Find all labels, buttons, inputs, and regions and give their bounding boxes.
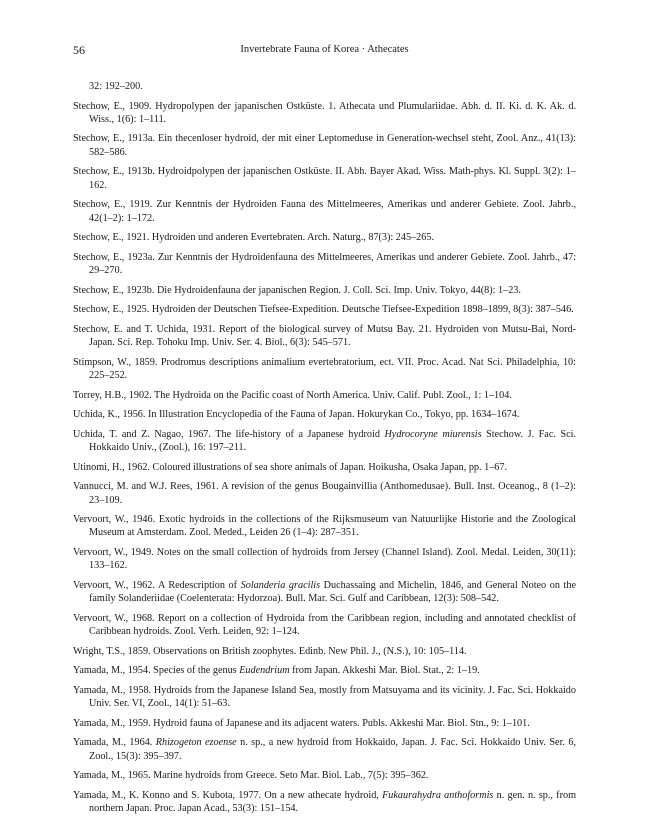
reference-entry: Yamada, M., 1958. Hydroids from the Japanese Island Sea, mostly from Matsuyama and its vicinity. J. Fac. Sci. Hokkaido Univ. Ser. VI, Zool., 14(1): 51–63. [73, 684, 576, 710]
reference-entry [73, 579, 576, 606]
reference-text: n. gen. n. sp., from northern Japan. Proc. Japan Acad., 53(3): 151–154. [89, 789, 576, 815]
reference-entry: Vannucci, M. and W.J. Rees, 1961. A revision of the genus Bougainvillia (Anthomedusae). Bull. Inst. Oceanog., 8 (1–2): 23–109. [73, 481, 576, 506]
reference-text: Yamada, M., 1954. Species of the genus [73, 665, 240, 677]
reference-entry: Utinomi, H., 1962. Coloured illustrations of sea shore animals of Japan. Hoikusha, Osaka Japan, pp. 1–67. [73, 461, 508, 473]
species-name: Solanderia gracilis [240, 579, 321, 591]
species-name: Rhizogeton ezoense [155, 737, 237, 749]
reference-entry: Yamada, M., 1965. Marine hydroids from Greece. Seto Mar. Biol. Lab., 7(5): 395–362. [73, 770, 429, 782]
reference-entry: Vervoort, W., 1946. Exotic hydroids in the collections of the Rijksmuseum van Natuurlijke Historie and the Zoological Museum at Amsterdam. Zool. Meded., Leiden 26 (1–4): 287–351. [73, 514, 576, 539]
reference-text: Uchida, T. and Z. Nagao, 1967. The life-history of a Japanese hydroid [73, 428, 385, 440]
reference-entry: Vervoort, W., 1968. Report on a collection of Hydroida from the Caribbean region, including and annotated checklist of Caribbean hydroids. Zool. Verh. Leiden, 92: 1–124. [73, 612, 576, 638]
reference-entry [73, 664, 576, 677]
reference-entry: Stechow, E., 1921. Hydroiden und anderen Evertebraten. Arch. Naturg., 87(3): 245–265. [73, 232, 434, 244]
reference-entry: Stechow, E. and T. Uchida, 1931. Report of the biological survey of Mutsu Bay. 21. Hydroiden von Mutsu-Bai, Nord-Japan. Sci. Rep. Tohoku Imp. Univ. Ser. 4. Biol., 6(3): 545–571. [73, 323, 576, 349]
reference-text: from Japan. Akkeshi Mar. Biol. Stat., 2: 1–19. [289, 665, 480, 677]
reference-entry: Stechow, E., 1919. Zur Kenntnis der Hydroiden Fauna des Mittelmeeres, Amerikas und anderer Gebiete. Zool. Jahrb., 42(1–2): 1–172. [73, 199, 576, 224]
reference-text: n. sp., a new hydroid from Hokkaido, Japan. J. Fac. Sci. Hokkaido Univ. Ser. 6, Zool., 15(3): 395–397. [89, 737, 576, 762]
page-number: 56 [73, 43, 85, 57]
reference-entry: Stechow, E., 1909. Hydropolypen der japanischen Ostküste. 1. Athecata und Plumulariidae. Abh. d. II. Ki. d. K. Ak. d. Wiss., 1(6): 1–111. [73, 100, 576, 125]
reference-entry: Stimpson, W., 1859. Prodromus descriptions animalium evertebratorium, ect. VII. Proc. Acad. Nat Sci. Philadelphia, 10: 225–252. [73, 356, 576, 382]
reference-entry [73, 428, 576, 455]
reference-continuation: 32: 192–200. [89, 81, 143, 92]
reference-text: Stechow. J. Fac. Sci. Hokkaido Univ., (Zool.), 16: 197–211. [89, 428, 576, 454]
reference-entry: Wright, T.S., 1859. Observations on British zoophytes. Edinb. New Phil. J., (N.S.), 10: 105–114. [73, 645, 467, 657]
reference-entry: Yamada, M., 1959. Hydroid fauna of Japanese and its adjacent waters. Publs. Akkeshi Mar. Biol. Stn., 9: 1–101. [73, 717, 530, 729]
reference-entry [73, 736, 576, 763]
reference-entry: Stechow, E., 1923b. Die Hydroidenfauna der japanischen Region. J. Coll. Sci. Imp. Univ. Tokyo, 44(8): 1–23. [73, 284, 521, 296]
reference-entry: Stechow, E., 1913a. Ein thecenloser hydroid, der mit einer Leptomeduse in Generation-wechsel steht, Zool. Anz., 41(13): 582–586. [73, 133, 576, 158]
page-header [73, 43, 576, 59]
reference-text: Yamada, M., 1964. [73, 737, 156, 749]
reference-entry: Vervoort, W., 1949. Notes on the small collection of hydroids from Jersey (Channel Island). Zool. Medal. Leiden, 30(11): 133–162. [73, 547, 576, 572]
reference-entry [73, 789, 576, 816]
reference-entry: Stechow, E., 1925. Hydroiden der Deutschen Tiefsee-Expedition. Deutsche Tiefsee-Expedition 1898–1899, 8(3): 387–546. [73, 304, 574, 316]
reference-list [73, 80, 576, 822]
reference-entry: Torrey, H.B., 1902. The Hydroida on the Pacific coast of North America. Univ. Calif. Publ. Zool., 1: 1–104. [73, 389, 512, 401]
running-title: Invertebrate Fauna of Korea · Athecates [240, 44, 409, 55]
reference-entry: Stechow, E., 1913b. Hydroidpolypen der japanischen Ostküste. II. Abh. Bayer Akad. Wiss. Math-phys. Kl. Suppl. 3(2): 1–162. [73, 166, 576, 191]
reference-text: Duchassaing and Michelin, 1846, and General Noteo on the family Solanderiidae (Coelenterata: Hydorzoa). Bull. Mar. Sci. Gulf and Caribbean, 12(3): 508–542. [89, 579, 576, 605]
reference-text: Yamada, M., K. Konno and S. Kubota, 1977. On a new athecate hydroid, [73, 789, 383, 801]
reference-entry: Uchida, K., 1956. In Illustration Encyclopedia of the Fauna of Japan. Hokurykan Co., Tokyo, pp. 1634–1674. [73, 409, 520, 421]
species-name: Eudendrium [239, 665, 290, 677]
species-name: Hydrocoryne miurensis [384, 428, 482, 440]
reference-text: Vervoort, W., 1962. A Redescription of [73, 579, 241, 591]
species-name: Fukaurahydra anthoformis [382, 789, 494, 801]
reference-entry: Stechow, E., 1923a. Zur Kenntnis der Hydroidenfauna des Mittelmeeres, Amerikas und anderer Gebiete. Zool. Jahrb., 47: 29–270. [73, 251, 576, 277]
